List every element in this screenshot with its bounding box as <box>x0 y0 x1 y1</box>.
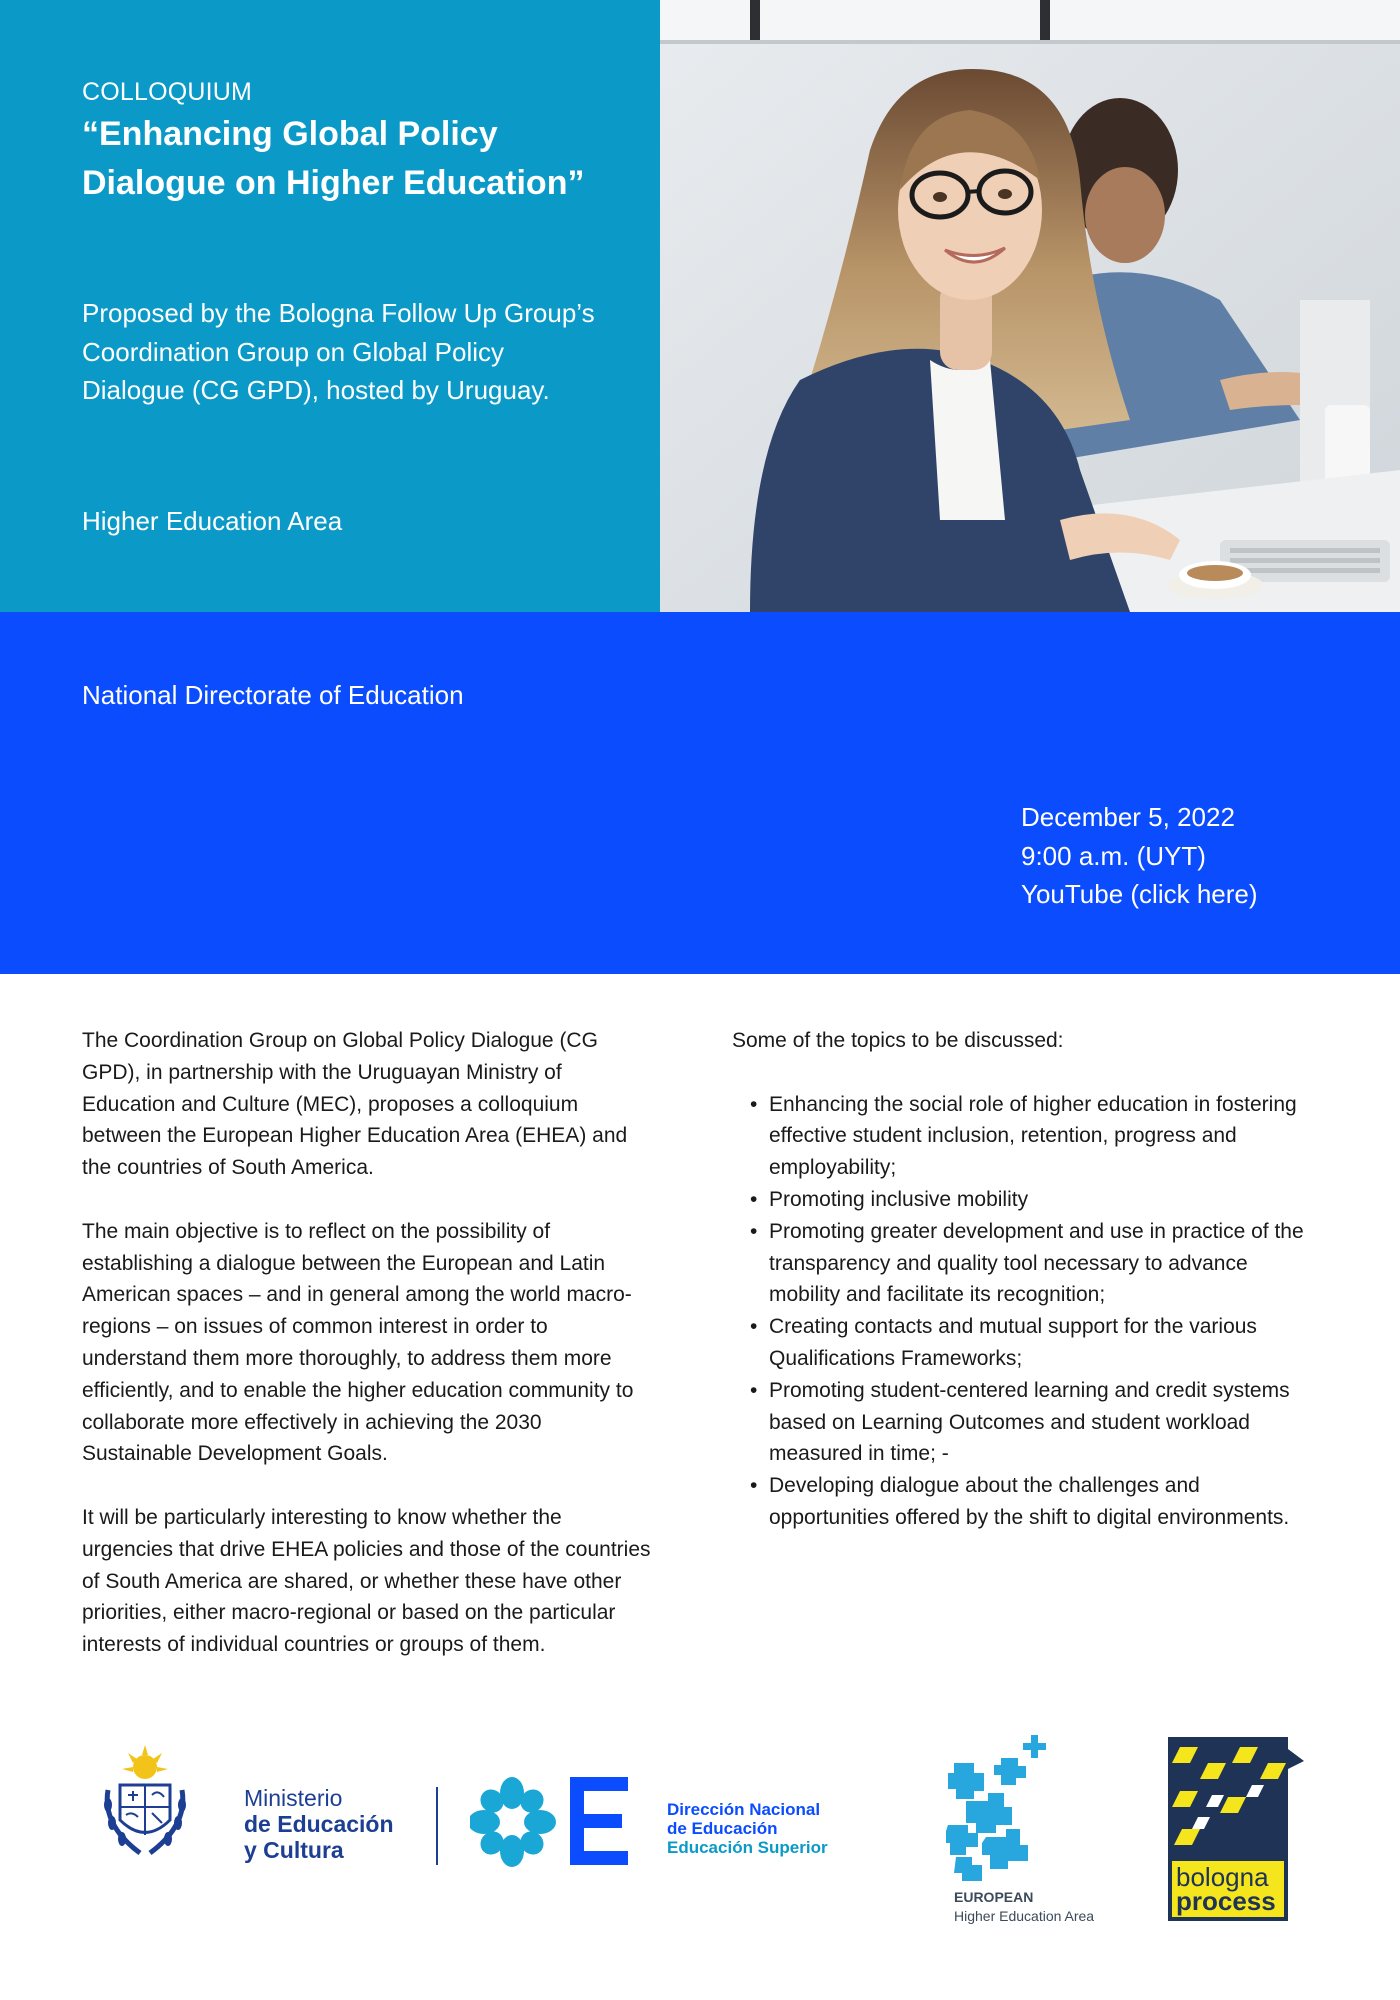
directorate-label: National Directorate of Education <box>82 680 464 710</box>
event-title: “Enhancing Global Policy Dialogue on Higher Education” <box>82 115 585 202</box>
ministry-line-1: Ministerio <box>244 1785 343 1811</box>
topic-item: • Promoting student-centered learning and credit systems based on Learning Outcomes and student workload measured in time; - <box>732 1375 1312 1470</box>
event-date: December 5, 2022 <box>1021 802 1235 832</box>
uruguay-coat-of-arms-icon <box>100 1745 190 1865</box>
smiling-woman-at-desk-photo <box>660 0 1400 612</box>
topics-list <box>732 1089 1312 1534</box>
event-info-band <box>0 612 1400 974</box>
ministry-line-2: de Educación <box>244 1811 394 1837</box>
bologna-logo-text <box>1176 1862 1276 1916</box>
ehea-label-line-1: EUROPEAN <box>954 1889 1034 1905</box>
dne-line-3: Educación Superior <box>667 1838 828 1857</box>
topic-item: • Developing dialogue about the challenges and opportunities offered by the shift to digital environments. <box>732 1470 1312 1534</box>
partner-logos <box>0 1725 1400 1925</box>
topic-item: • Promoting inclusive mobility <box>732 1184 1312 1216</box>
bologna-line-1: bologna <box>1176 1862 1269 1892</box>
event-time: 9:00 a.m. (UYT) <box>1021 840 1206 871</box>
dne-line-1: Dirección Nacional <box>667 1800 821 1819</box>
event-kicker: COLLOQUIUM <box>82 78 253 106</box>
dne-logo-text <box>667 1800 828 1857</box>
ehea-label-line-2: Higher Education Area <box>954 1908 1095 1924</box>
topics-column <box>732 1025 1312 1534</box>
higher-education-area-label: Higher Education Area <box>82 506 343 536</box>
topic-item: • Creating contacts and mutual support for the various Qualifications Frameworks; <box>732 1311 1312 1375</box>
youtube-link[interactable]: YouTube (click here) <box>1021 879 1258 909</box>
intro-paragraph: The Coordination Group on Global Policy Dialogue (CG GPD), in partnership with the Uruguayan Ministry of Education and Culture (MEC), proposes a colloquium between the European Higher Education Area (EHEA) and the countries of South America. <box>82 1029 628 1180</box>
hero-section <box>0 0 1400 612</box>
topics-intro: Some of the topics to be discussed: <box>732 1029 1064 1052</box>
dne-line-2: de Educación <box>667 1819 778 1838</box>
bologna-line-2: process <box>1176 1886 1276 1916</box>
topic-item: • Promoting greater development and use in practice of the transparency and quality tool necessary to advance mobility and facilitate its recognition; <box>732 1216 1312 1311</box>
ehea-puzzle-logo-icon <box>946 1733 1056 1883</box>
description-column <box>82 1025 657 1693</box>
hero-photo <box>660 0 1400 612</box>
objective-paragraph: The main objective is to reflect on the possibility of establishing a dialogue between the European and Latin American spaces – and in general among the world macro-regions – on issues of common interest in order to understand them more thoroughly, to address them more efficiently, and to enable the higher education community to collaborate more effectively in achieving the 2030 Sustainable Development Goals. <box>82 1219 634 1466</box>
logo-divider <box>436 1787 438 1865</box>
event-details <box>1021 798 1258 914</box>
hero-text-panel <box>0 0 660 612</box>
ministry-line-3: y Cultura <box>244 1837 344 1863</box>
ministry-logo-text <box>244 1785 394 1863</box>
proposed-by-text: Proposed by the Bologna Follow Up Group’s Coordination Group on Global Policy Dialogue (CG GPD), hosted by Uruguay. <box>82 298 595 405</box>
interest-paragraph: It will be particularly interesting to know whether the urgencies that drive EHEA policies and those of the countries of South America are shared, or whether these have other priorities, either macro-regional or based on the particular interests of individual countries or groups of them. <box>82 1505 651 1657</box>
topic-item: • Enhancing the social role of higher education in fostering effective student inclusion, retention, progress and employability; <box>732 1089 1312 1184</box>
dne-flower-logo-icon <box>470 1775 630 1870</box>
